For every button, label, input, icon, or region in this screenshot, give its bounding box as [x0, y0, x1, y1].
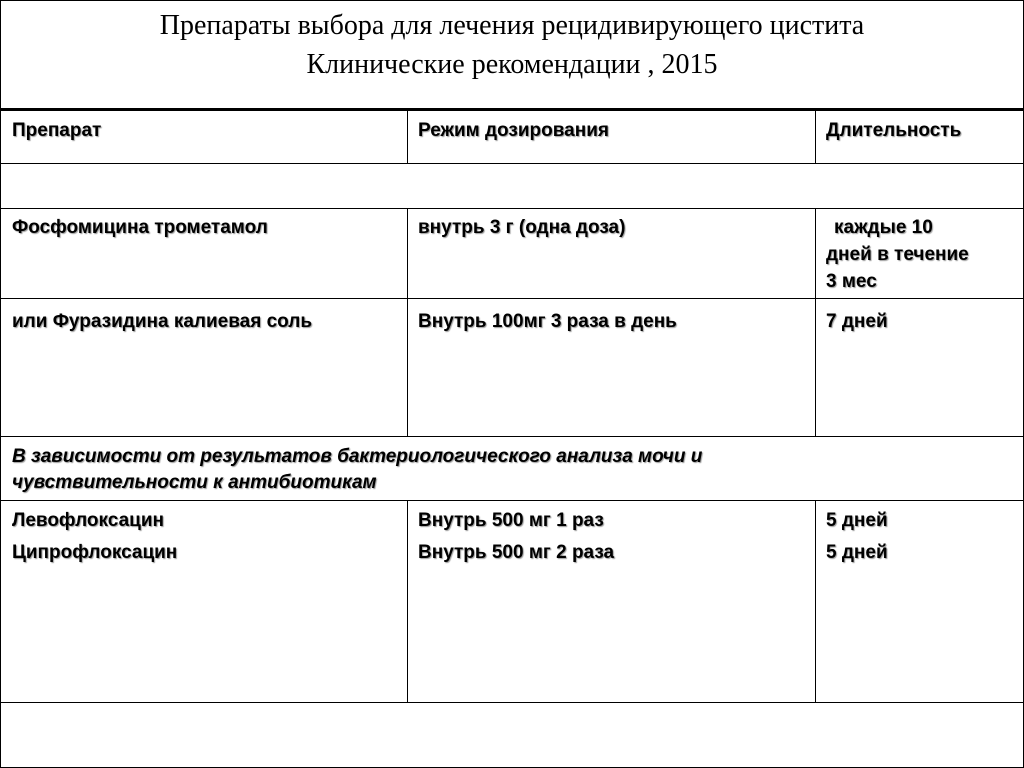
note-line-2: чувствительности к антибиотикам	[12, 472, 377, 493]
table-row-1-dose: внутрь 3 г (одна доза)	[418, 217, 626, 238]
title-line-2: Клинические рекомендации , 2015	[306, 49, 718, 80]
table-row-3-dose: Внутрь 500 мг 1 раз	[418, 510, 604, 531]
column-divider	[407, 500, 408, 702]
column-divider	[407, 111, 408, 163]
table-row-4-dose: Внутрь 500 мг 2 раза	[418, 542, 615, 563]
table-row-2-duration: 7 дней	[826, 311, 888, 332]
table-row-2-drug: или Фуразидина калиевая соль	[12, 311, 313, 332]
row-divider	[0, 298, 1024, 299]
title-line-1: Препараты выбора для лечения рецидивирующего цистита	[159, 10, 865, 41]
column-divider	[815, 111, 816, 163]
column-divider	[815, 208, 816, 436]
header-drug: Препарат	[12, 120, 102, 141]
column-divider	[815, 500, 816, 702]
table-row-3-duration: 5 дней	[826, 510, 888, 531]
table-row-1-duration-line-3: 3 мес	[826, 271, 877, 292]
header-duration: Длительность	[826, 120, 962, 141]
table-row-4-duration: 5 дней	[826, 542, 888, 563]
note-line-1: В зависимости от результатов бактериологического анализа мочи и	[12, 446, 703, 467]
table-row-4-drug: Ципрофлоксацин	[12, 542, 178, 563]
table-row-1-duration-line-2: дней в течение	[826, 244, 969, 265]
table-top-border	[0, 108, 1024, 111]
column-divider	[407, 208, 408, 436]
table-row-1-duration-line-1: каждые 10	[834, 217, 933, 238]
row-divider	[0, 702, 1024, 703]
row-divider	[0, 436, 1024, 437]
header-dosage: Режим дозирования	[418, 120, 609, 141]
row-divider	[0, 208, 1024, 209]
row-divider	[0, 163, 1024, 164]
row-divider	[0, 500, 1024, 501]
slide-title	[0, 0, 1024, 108]
table-row-3-drug: Левофлоксацин	[12, 510, 164, 531]
table-row-2-dose: Внутрь 100мг 3 раза в день	[418, 311, 677, 332]
table-row-1-drug: Фосфомицина трометамол	[12, 217, 268, 238]
